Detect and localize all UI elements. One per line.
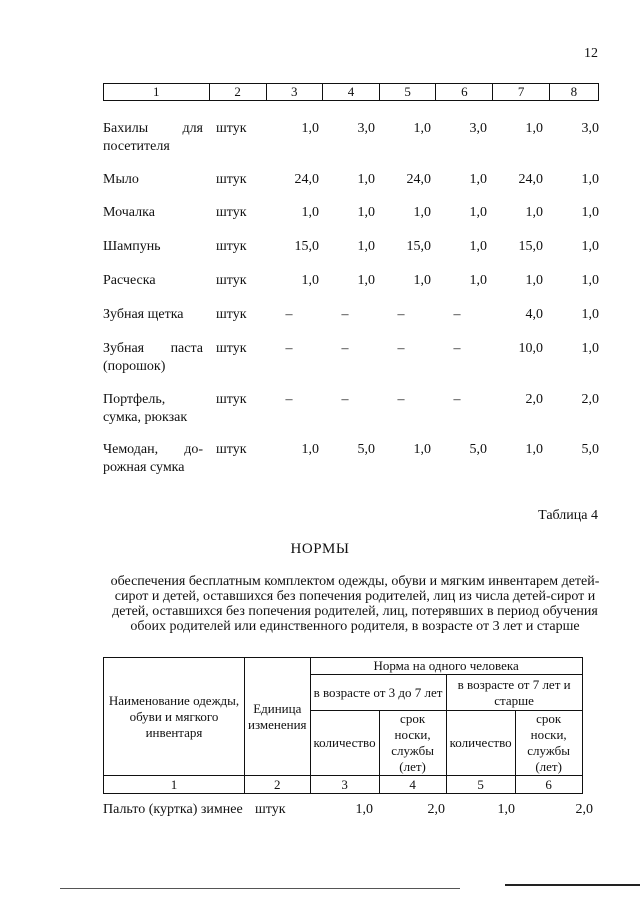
item-value: 1,0 xyxy=(413,442,431,457)
column-number: 1 xyxy=(104,84,210,100)
item-unit: штук xyxy=(216,392,247,407)
item-value: 15,0 xyxy=(406,239,431,254)
item-value: 3,0 xyxy=(469,121,487,136)
column-number: 1 xyxy=(104,776,245,794)
item-unit: штук xyxy=(216,341,247,356)
item-name: Мыло xyxy=(103,172,139,187)
table-subtitle: обеспечения бесплатным комплектом одежды, обуви и мягким инвентарем детей-сирот и детей, оставшихся без попечения родителей, лиц из числа детей-сирот и детей, оставшихся без попечения родителей, лиц, потерявших в период обучения обоих родителей или единственного родителя, в возрасте от 3 лет и старше xyxy=(110,574,600,634)
item-value: 1,0 xyxy=(581,341,599,356)
item-value: 1,0 xyxy=(357,273,375,288)
column-number: 3 xyxy=(310,776,379,794)
item-name: Чемодан, до-рожная сумка xyxy=(103,442,203,475)
item-unit: штук xyxy=(216,442,247,457)
item-value: 5,0 xyxy=(581,442,599,457)
item-value: 2,0 xyxy=(581,392,599,407)
column-number: 8 xyxy=(570,84,578,99)
item-value: 15,0 xyxy=(518,239,543,254)
item-unit: штук xyxy=(216,273,247,288)
item-value: 2,0 xyxy=(427,802,445,817)
header-item-name: Наименование одежды, обуви и мягкого инвентаря xyxy=(104,658,245,776)
column-number: 6 xyxy=(436,84,493,100)
item-name: Зубная щетка xyxy=(103,307,184,322)
column-number: 6 xyxy=(515,776,582,794)
item-name: Расческа xyxy=(103,273,156,288)
header-quantity: количество xyxy=(446,711,515,776)
item-value: 5,0 xyxy=(469,442,487,457)
column-number: 2 xyxy=(245,776,311,794)
item-value: 15,0 xyxy=(294,239,319,254)
item-value: 1,0 xyxy=(525,442,543,457)
header-age-3-7: в возрасте от 3 до 7 лет xyxy=(310,675,446,711)
page-number: 12 xyxy=(584,46,598,61)
item-value: 1,0 xyxy=(357,172,375,187)
column-number: 3 xyxy=(267,84,323,100)
page-title: НОРМЫ xyxy=(290,541,350,557)
column-number: 5 xyxy=(446,776,515,794)
item-value: – xyxy=(453,341,461,356)
item-value: 1,0 xyxy=(525,205,543,220)
item-unit: штук xyxy=(216,205,247,220)
column-number: 2 xyxy=(210,84,267,100)
item-value: 1,0 xyxy=(581,172,599,187)
item-value: 1,0 xyxy=(301,205,319,220)
item-value: – xyxy=(285,392,293,407)
item-value: 2,0 xyxy=(525,392,543,407)
item-value: 1,0 xyxy=(525,273,543,288)
item-value: 24,0 xyxy=(294,172,319,187)
item-value: 1,0 xyxy=(469,205,487,220)
item-value: 1,0 xyxy=(413,205,431,220)
item-value: 1,0 xyxy=(301,273,319,288)
item-value: – xyxy=(341,341,349,356)
item-value: 1,0 xyxy=(581,239,599,254)
item-unit: штук xyxy=(216,239,247,254)
header-wear-term: срок носки, службы (лет) xyxy=(515,711,582,776)
item-value: 1,0 xyxy=(581,205,599,220)
item-value: – xyxy=(397,341,405,356)
column-number: 7 xyxy=(493,84,549,100)
norms-table xyxy=(103,657,583,794)
item-value: 24,0 xyxy=(406,172,431,187)
item-name: Портфель, сумка, рюкзак xyxy=(103,392,188,425)
item-value: – xyxy=(341,307,349,322)
item-name: Шампунь xyxy=(103,239,161,254)
item-unit: штук xyxy=(216,172,247,187)
column-number: 4 xyxy=(379,776,446,794)
item-value: 10,0 xyxy=(518,341,543,356)
header-wear-term: срок носки, службы (лет) xyxy=(379,711,446,776)
item-value: 1,0 xyxy=(469,273,487,288)
item-value: 1,0 xyxy=(301,121,319,136)
item-value: 3,0 xyxy=(357,121,375,136)
item-value: 24,0 xyxy=(518,172,543,187)
item-value: – xyxy=(397,307,405,322)
item-value: 1,0 xyxy=(355,802,373,817)
item-value: 1,0 xyxy=(581,273,599,288)
item-value: 5,0 xyxy=(357,442,375,457)
scan-edge-line xyxy=(60,888,460,889)
item-name: Бахилы для посетителя xyxy=(103,121,203,154)
column-number: 5 xyxy=(380,84,436,100)
item-value: 1,0 xyxy=(469,239,487,254)
item-value: 3,0 xyxy=(581,121,599,136)
item-unit: штук xyxy=(255,802,286,817)
header-norm: Норма на одного человека xyxy=(310,658,582,675)
item-value: 1,0 xyxy=(413,121,431,136)
item-value: 1,0 xyxy=(525,121,543,136)
item-value: 1,0 xyxy=(581,307,599,322)
item-value: 1,0 xyxy=(357,239,375,254)
header-quantity: количество xyxy=(310,711,379,776)
item-value: 1,0 xyxy=(357,205,375,220)
scan-edge-line xyxy=(505,884,640,886)
item-value: – xyxy=(285,341,293,356)
item-name: Зубная паста (порошок) xyxy=(103,341,203,374)
item-value: – xyxy=(397,392,405,407)
item-value: 1,0 xyxy=(301,442,319,457)
item-value: 1,0 xyxy=(469,172,487,187)
item-value: – xyxy=(453,307,461,322)
table-caption: Таблица 4 xyxy=(538,508,598,523)
item-value: 4,0 xyxy=(525,307,543,322)
item-value: 1,0 xyxy=(497,802,515,817)
item-value: – xyxy=(453,392,461,407)
header-unit: Единица изменения xyxy=(245,658,311,776)
column-number: 4 xyxy=(323,84,380,100)
item-value: 2,0 xyxy=(575,802,593,817)
item-unit: штук xyxy=(216,121,247,136)
column-number-strip xyxy=(103,83,599,101)
item-name: Мочалка xyxy=(103,205,155,220)
item-value: – xyxy=(341,392,349,407)
item-name: Пальто (куртка) зимнее xyxy=(103,802,243,817)
header-age-7-plus: в возрасте от 7 лет и старше xyxy=(446,675,582,711)
item-unit: штук xyxy=(216,307,247,322)
item-value: 1,0 xyxy=(413,273,431,288)
item-value: – xyxy=(285,307,293,322)
